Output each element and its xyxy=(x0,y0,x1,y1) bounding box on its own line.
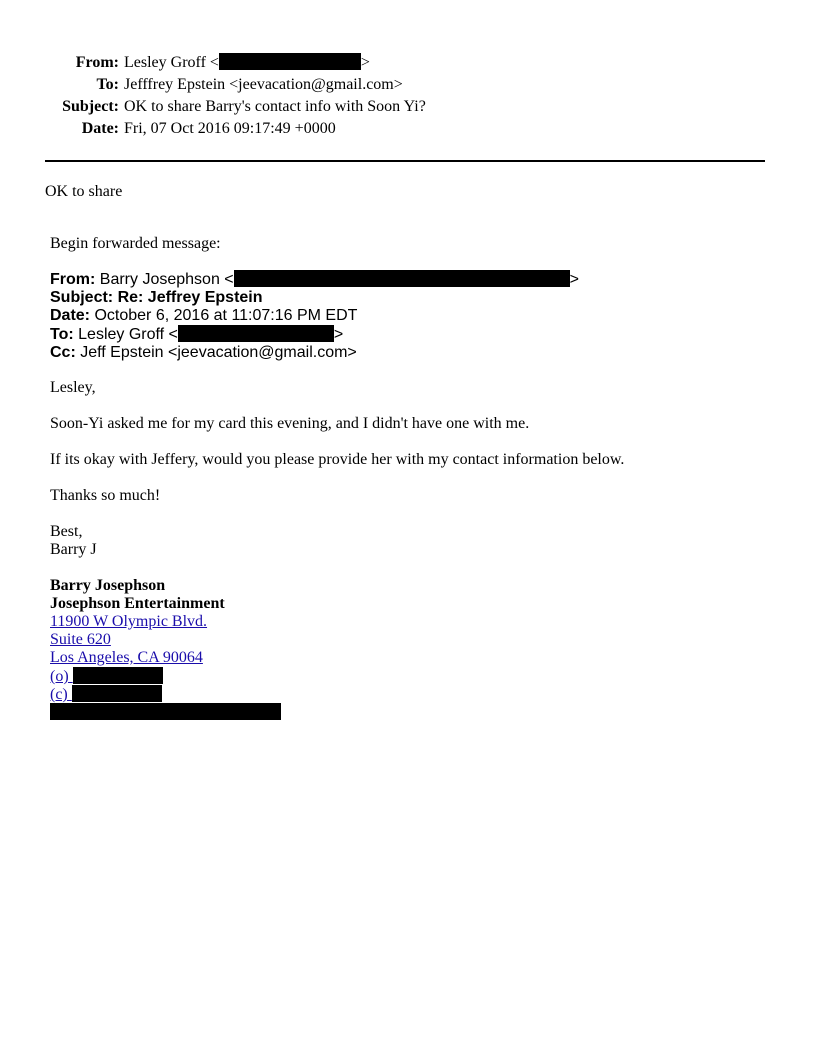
forward-to-value: Lesley Groff < xyxy=(78,326,178,343)
redaction-block xyxy=(72,685,162,702)
forward-date-label: Date: xyxy=(50,307,91,324)
body-greeting: Lesley, xyxy=(50,379,96,396)
signature-company: Josephson Entertainment xyxy=(50,595,225,612)
email-header xyxy=(0,52,816,140)
forward-from-row xyxy=(50,270,579,289)
forward-to-row xyxy=(50,325,579,344)
header-to-row xyxy=(0,74,816,96)
header-date-value: Fri, 07 Oct 2016 09:17:49 +0000 xyxy=(124,120,336,137)
forward-to-close: > xyxy=(333,326,344,343)
header-from-value: Lesley Groff < xyxy=(124,54,219,71)
signature-block xyxy=(50,577,281,721)
forward-from-close: > xyxy=(569,271,579,288)
forward-intro: Begin forwarded message: xyxy=(50,235,221,252)
forward-from-label: From: xyxy=(50,271,96,288)
header-from-close: > xyxy=(360,54,370,71)
header-subject-row xyxy=(0,96,816,118)
redaction-block xyxy=(234,270,570,287)
body-paragraph: Soon-Yi asked me for my card this evening, and I didn't have one with me. xyxy=(50,415,530,432)
redacted-line-row xyxy=(50,703,281,721)
office-phone-row xyxy=(50,667,281,685)
header-subject-label: Subject: xyxy=(62,98,119,115)
header-date-row xyxy=(0,118,816,140)
reply-text: OK to share xyxy=(45,183,123,200)
header-to-value: Jefffrey Epstein <jeevacation@gmail.com> xyxy=(124,76,403,93)
signature-name: Barry Josephson xyxy=(50,577,166,594)
body-closing: Best, xyxy=(50,523,83,540)
forward-date-row xyxy=(50,307,579,325)
header-subject-value: OK to share Barry's contact info with Soon Yi? xyxy=(124,98,426,115)
forward-from-value: Barry Josephson < xyxy=(99,271,234,288)
forward-subject-label: Subject: xyxy=(50,289,114,306)
header-divider xyxy=(45,160,765,162)
forward-subject-value: Re: Jeffrey Epstein xyxy=(117,289,263,306)
forward-subject-row xyxy=(50,289,579,307)
forwarded-header xyxy=(50,270,579,362)
cell-phone-row xyxy=(50,685,281,703)
body-paragraph: If its okay with Jeffery, would you please provide her with my contact information below. xyxy=(50,451,625,468)
header-from-label: From: xyxy=(75,54,119,71)
body-paragraph: Thanks so much! xyxy=(50,487,161,504)
header-from-row xyxy=(0,52,816,74)
address-link-city[interactable]: Los Angeles, CA 90064 xyxy=(50,649,203,666)
address-link-street[interactable]: 11900 W Olympic Blvd. xyxy=(50,613,208,630)
redaction-block xyxy=(73,667,163,684)
header-to-label: To: xyxy=(96,76,119,93)
forward-cc-value: Jeff Epstein <jeevacation@gmail.com> xyxy=(80,344,357,361)
forward-to-label: To: xyxy=(50,326,74,343)
cell-phone-link[interactable]: (c) xyxy=(50,686,72,703)
forward-cc-label: Cc: xyxy=(50,344,76,361)
header-date-label: Date: xyxy=(81,120,119,137)
forward-date-value: October 6, 2016 at 11:07:16 PM EDT xyxy=(94,307,358,324)
body-closing-name: Barry J xyxy=(50,541,97,558)
redaction-block xyxy=(219,53,361,70)
address-link-suite[interactable]: Suite 620 xyxy=(50,631,111,648)
redaction-block xyxy=(178,325,334,342)
office-phone-link[interactable]: (o) xyxy=(50,668,73,685)
forward-cc-row xyxy=(50,344,579,362)
redaction-block xyxy=(50,703,281,720)
